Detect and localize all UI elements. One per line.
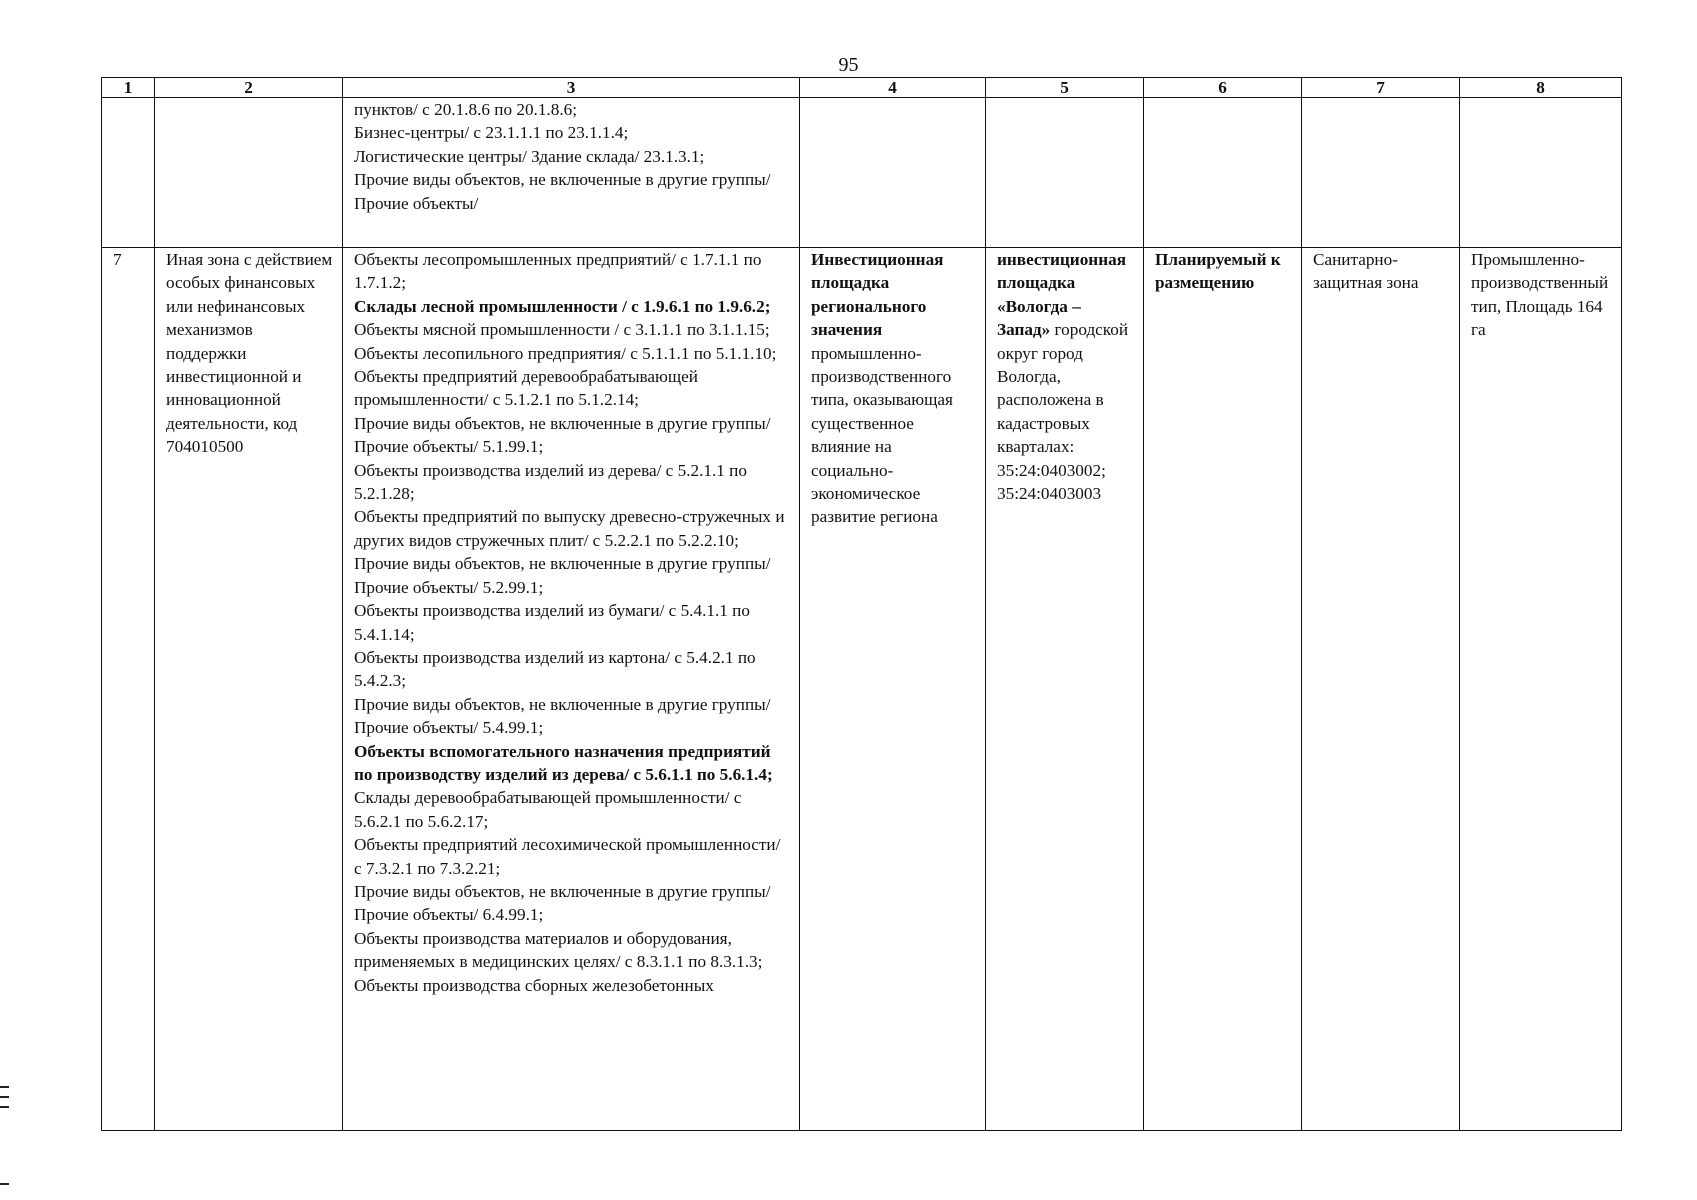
object-entry: Объекты производства изделий из картона/ с 5.4.2.1 по 5.4.2.3; — [354, 647, 756, 691]
cell-status: Планируемый к размещению — [1144, 248, 1302, 1131]
object-entry: Логистические центры/ Здание склада/ 23.1.3.1; — [354, 146, 705, 166]
object-entry: Объекты производства изделий из дерева/ с 5.2.1.1 по 5.2.1.28; — [354, 460, 747, 504]
cell-empty — [986, 98, 1144, 248]
object-entry: Склады деревообрабатывающей промышленности/ с 5.6.2.1 по 5.6.2.17; — [354, 788, 742, 831]
site-location-description: городской округ город Вологда, расположена в кадастровых кварталах: 35:24:0403002; 35:24:0403003 — [997, 320, 1129, 504]
object-entry: Прочие виды объектов, не включенные в другие группы/ Прочие объекты/ 5.4.99.1; — [354, 694, 771, 738]
cell-empty — [102, 98, 155, 248]
column-header-4: 4 — [800, 78, 986, 98]
cell-site-location — [986, 248, 1144, 1131]
object-entry: Объекты предприятий лесохимической промышленности/ с 7.3.2.1 по 7.3.2.21; — [354, 835, 781, 878]
object-entry: Объекты предприятий деревообрабатывающей промышленности/ с 5.1.2.1 по 5.1.2.14; — [354, 367, 698, 410]
object-entry: пунктов/ с 20.1.8.6 по 20.1.8.6; — [354, 100, 577, 119]
cell-row-number: 7 — [102, 248, 155, 1131]
column-header-3: 3 — [343, 78, 800, 98]
object-entry: Объекты лесопильного предприятия/ с 5.1.1.1 по 5.1.1.10; — [354, 343, 777, 363]
cell-empty — [1144, 98, 1302, 248]
object-entry: Объекты мясной промышленности / с 3.1.1.1 по 3.1.1.15; — [354, 320, 770, 340]
object-entry: Объекты лесопромышленных предприятий/ с 1.7.1.1 по 1.7.1.2; — [354, 250, 762, 293]
cell-empty — [155, 98, 343, 248]
column-header-8: 8 — [1460, 78, 1622, 98]
margin-mark — [0, 1106, 9, 1108]
cell-zone-restriction: Санитарно-защитная зона — [1302, 248, 1460, 1131]
margin-mark — [0, 1183, 9, 1185]
cell-zone-name: Иная зона с действием особых финансовых или нефинансовых механизмов поддержки инвестиционной и инновационной деятельности, код 704010500 — [155, 248, 343, 1131]
object-entry: Склады лесной промышленности / с 1.9.6.1 по 1.9.6.2; — [354, 296, 771, 316]
column-header-2: 2 — [155, 78, 343, 98]
object-entry: Прочие виды объектов, не включенные в другие группы/ Прочие объекты/ — [354, 170, 771, 213]
page-number: 95 — [838, 54, 859, 76]
margin-mark — [0, 1086, 9, 1088]
zones-table — [101, 77, 1622, 1131]
cell-empty — [1460, 98, 1622, 248]
site-name: инвестиционная площадка «Вологда – Запад» — [997, 250, 1126, 340]
object-entry: Объекты вспомогательного назначения предприятий по производству изделий из дерева/ с 5.6.1.1 по 5.6.1.4; — [354, 741, 773, 784]
object-entry: Прочие виды объектов, не включенные в другие группы/ Прочие объекты/ 5.2.99.1; — [354, 554, 771, 597]
cell-empty — [1302, 98, 1460, 248]
column-header-7: 7 — [1302, 78, 1460, 98]
object-entry: Бизнес-центры/ с 23.1.1.1 по 23.1.1.4; — [354, 123, 629, 143]
object-entry: Прочие виды объектов, не включенные в другие группы/ Прочие объекты/ 5.1.99.1; — [354, 413, 771, 457]
cell-site-type — [800, 248, 986, 1131]
table-row — [102, 248, 1622, 1131]
object-entry: Объекты производства изделий из бумаги/ с 5.4.1.1 по 5.4.1.14; — [354, 601, 750, 644]
cell-empty — [800, 98, 986, 248]
object-entry: Объекты производства сборных железобетонных — [354, 975, 714, 995]
object-entry: Объекты предприятий по выпуску древесно-стружечных и других видов стружечных плит/ с 5.2.2.1 по 5.2.2.10; — [354, 507, 785, 550]
site-type-title: Инвестиционная площадка регионального значения — [811, 250, 944, 340]
column-header-1: 1 — [102, 78, 155, 98]
cell-objects-list — [343, 248, 800, 1131]
column-number-row — [102, 78, 1622, 98]
site-type-description: промышленно-производственного типа, оказывающая существенное влияние на социально-экономическое развитие региона — [811, 343, 953, 527]
column-header-5: 5 — [986, 78, 1144, 98]
table-row — [102, 98, 1622, 248]
cell-objects-continuation — [343, 98, 800, 248]
object-entry: Объекты производства материалов и оборудования, применяемых в медицинских целях/ с 8.3.1.1 по 8.3.1.3; — [354, 928, 763, 972]
cell-site-info: Промышленно-производственный тип, Площадь 164 га — [1460, 248, 1622, 1131]
column-header-6: 6 — [1144, 78, 1302, 98]
margin-mark — [0, 1096, 9, 1098]
object-entry: Прочие виды объектов, не включенные в другие группы/ Прочие объекты/ 6.4.99.1; — [354, 881, 771, 925]
